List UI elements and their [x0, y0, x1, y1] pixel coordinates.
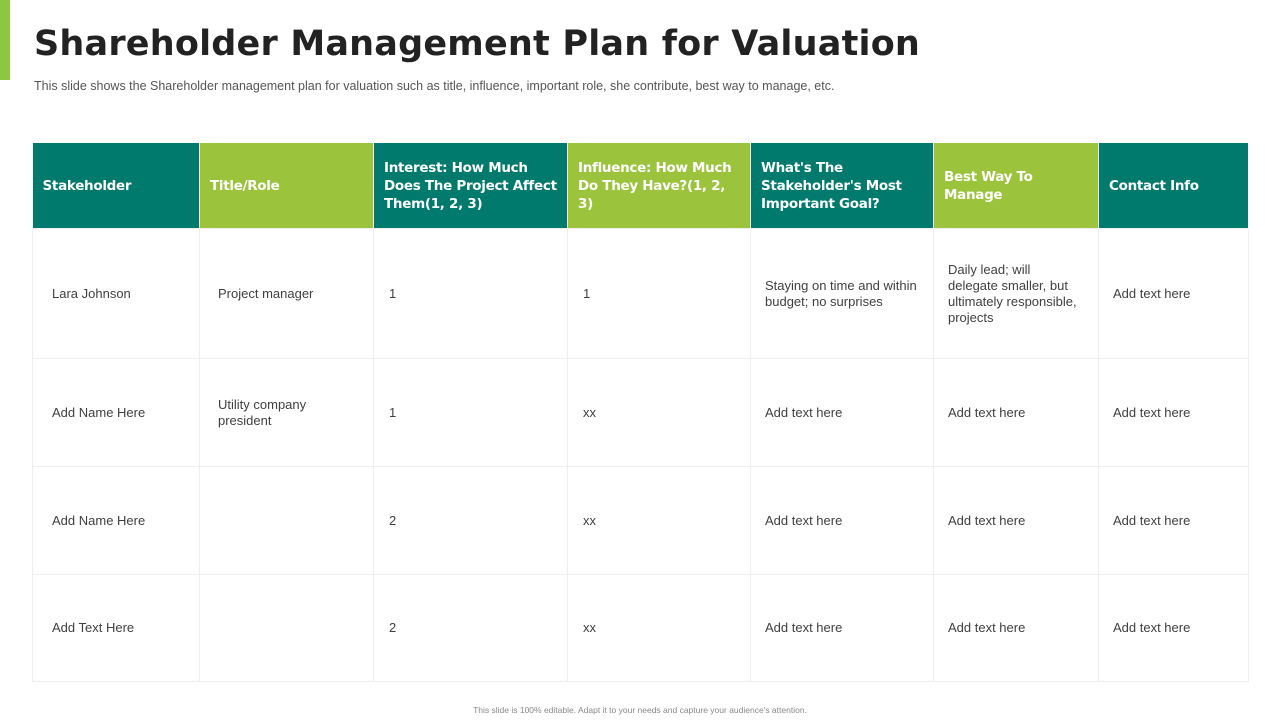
- cell-stakeholder: Add Text Here: [33, 575, 200, 682]
- header-stakeholder: Stakeholder: [33, 143, 200, 229]
- cell-contact-info: Add text here: [1099, 575, 1249, 682]
- cell-best-way-to-manage: Add text here: [934, 467, 1099, 575]
- cell-contact-info: Add text here: [1099, 229, 1249, 359]
- table-row: [33, 575, 1249, 682]
- cell-important-goal: Add text here: [751, 467, 934, 575]
- cell-important-goal: Staying on time and within budget; no surprises: [751, 229, 934, 359]
- cell-stakeholder: Add Name Here: [33, 359, 200, 467]
- table-row: [33, 359, 1249, 467]
- header-influence: Influence: How Much Do They Have?(1, 2, 3): [568, 143, 751, 229]
- cell-contact-info: Add text here: [1099, 359, 1249, 467]
- cell-influence: 1: [568, 229, 751, 359]
- cell-title-role: Project manager: [200, 229, 374, 359]
- header-important-goal: What's The Stakeholder's Most Important Goal?: [751, 143, 934, 229]
- header-contact-info: Contact Info: [1099, 143, 1249, 229]
- header-best-way-to-manage: Best Way To Manage: [934, 143, 1099, 229]
- cell-influence: xx: [568, 467, 751, 575]
- cell-interest: 1: [374, 229, 568, 359]
- cell-title-role: Utility company president: [200, 359, 374, 467]
- cell-best-way-to-manage: Daily lead; will delegate smaller, but ultimately responsible, projects: [934, 229, 1099, 359]
- header-interest: Interest: How Much Does The Project Affect Them(1, 2, 3): [374, 143, 568, 229]
- cell-interest: 2: [374, 467, 568, 575]
- cell-interest: 1: [374, 359, 568, 467]
- cell-influence: xx: [568, 359, 751, 467]
- slide-footer: This slide is 100% editable. Adapt it to your needs and capture your audience's attention.: [473, 705, 807, 715]
- cell-stakeholder: Lara Johnson: [33, 229, 200, 359]
- cell-important-goal: Add text here: [751, 359, 934, 467]
- slide-title: Shareholder Management Plan for Valuation: [34, 24, 921, 64]
- table-header-row: [33, 143, 1249, 229]
- cell-best-way-to-manage: Add text here: [934, 575, 1099, 682]
- stakeholder-table: [32, 143, 1249, 682]
- slide-subtitle: This slide shows the Shareholder management plan for valuation such as title, influence, important role, she contribute, best way to manage, etc.: [34, 79, 835, 93]
- accent-bar: [0, 0, 10, 80]
- cell-influence: xx: [568, 575, 751, 682]
- table-row: [33, 229, 1249, 359]
- cell-title-role: [200, 575, 374, 682]
- header-title-role: Title/Role: [200, 143, 374, 229]
- cell-stakeholder: Add Name Here: [33, 467, 200, 575]
- cell-contact-info: Add text here: [1099, 467, 1249, 575]
- cell-title-role: [200, 467, 374, 575]
- cell-best-way-to-manage: Add text here: [934, 359, 1099, 467]
- table-row: [33, 467, 1249, 575]
- cell-important-goal: Add text here: [751, 575, 934, 682]
- cell-interest: 2: [374, 575, 568, 682]
